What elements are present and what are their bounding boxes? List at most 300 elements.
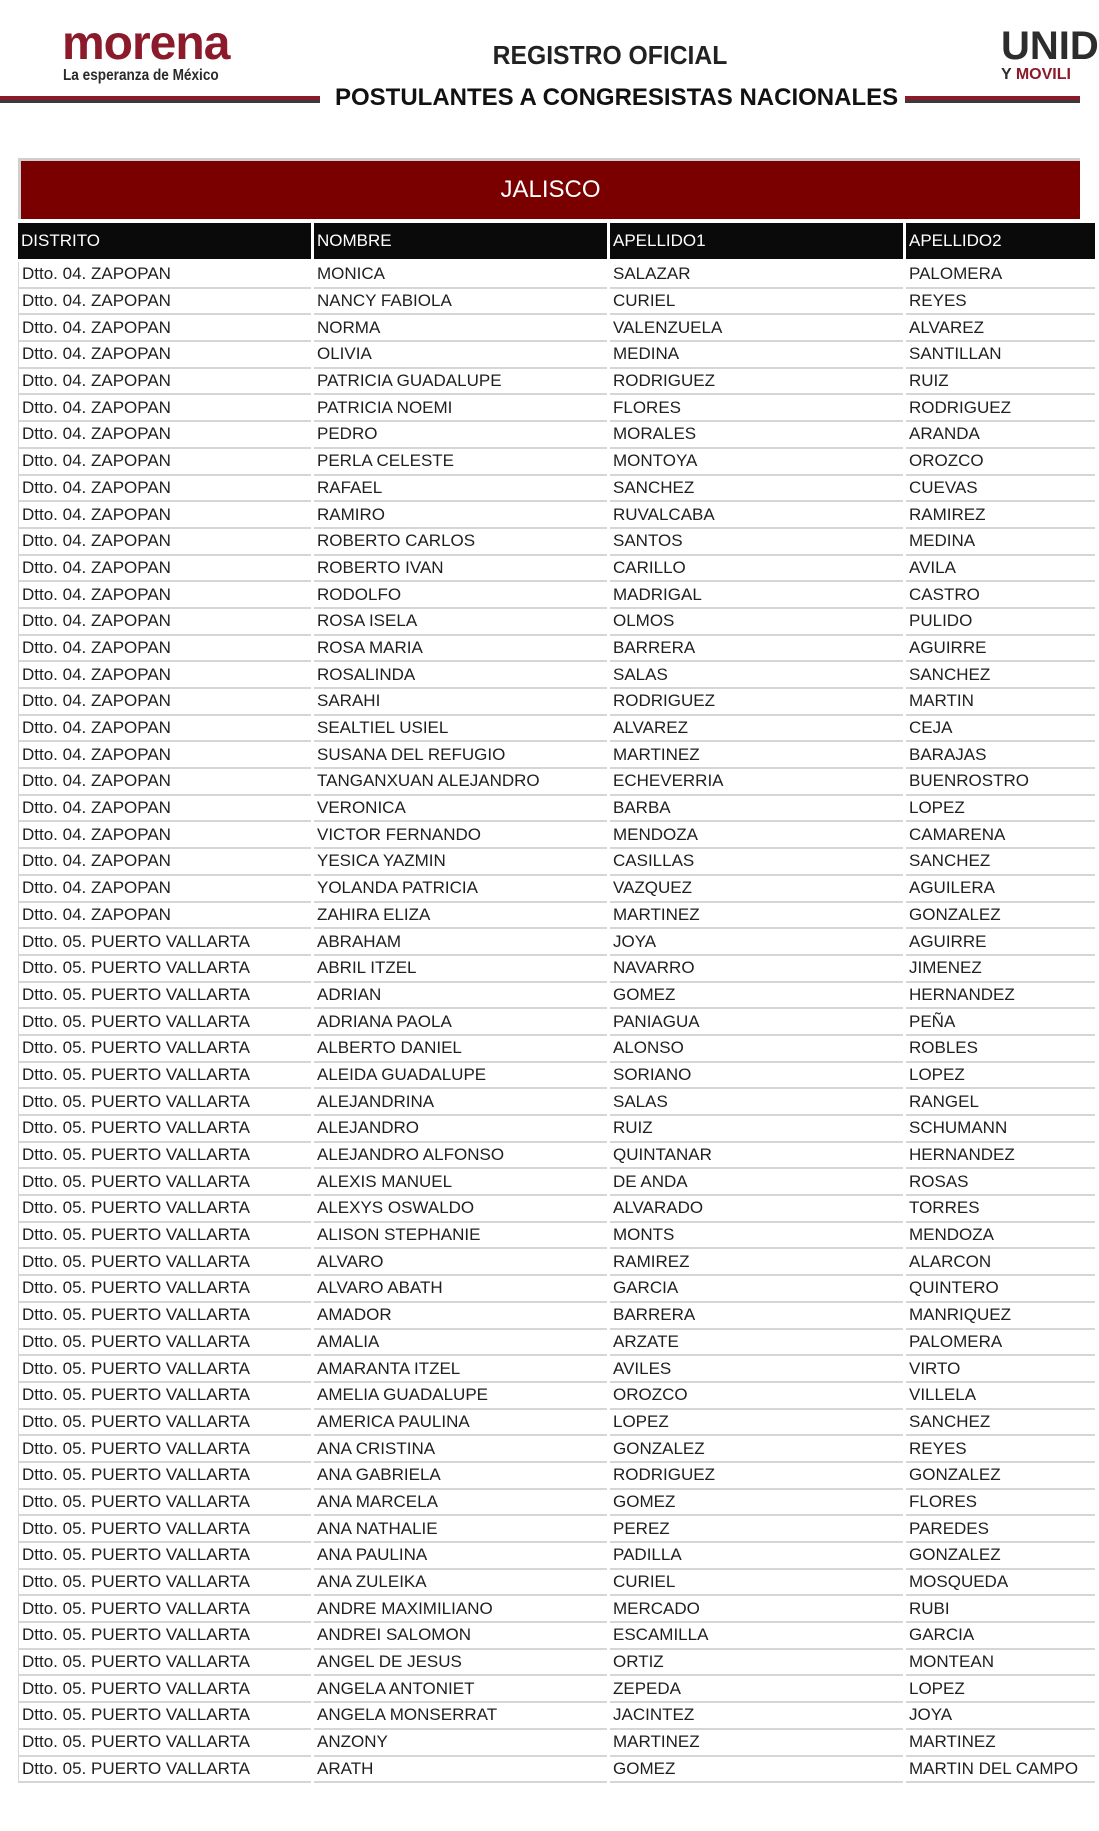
apellido1-cell: ECHEVERRIA (610, 769, 903, 796)
table-row (18, 1730, 1095, 1757)
table-row (18, 769, 1095, 796)
distrito-cell: Dtto. 05. PUERTO VALLARTA (18, 1356, 311, 1383)
nombre-cell: ALEJANDRINA (314, 1089, 607, 1116)
nombre-cell: ABRIL ITZEL (314, 956, 607, 983)
apellido2-cell: QUINTERO (906, 1276, 1095, 1303)
apellido1-cell: OLMOS (610, 609, 903, 636)
apellido1-cell: MENDOZA (610, 822, 903, 849)
apellido2-cell: ROBLES (906, 1036, 1095, 1063)
distrito-cell: Dtto. 04. ZAPOPAN (18, 689, 311, 716)
apellido1-cell: RODRIGUEZ (610, 369, 903, 396)
apellido1-cell: MARTINEZ (610, 1730, 903, 1757)
state-banner: JALISCO (18, 158, 1080, 219)
apellido2-cell: GONZALEZ (906, 1463, 1095, 1490)
brand-right-line2 (1001, 66, 1080, 84)
nombre-cell: YESICA YAZMIN (314, 849, 607, 876)
nombre-cell: ALEIDA GUADALUPE (314, 1063, 607, 1090)
distrito-cell: Dtto. 05. PUERTO VALLARTA (18, 1490, 311, 1517)
distrito-cell: Dtto. 05. PUERTO VALLARTA (18, 1303, 311, 1330)
table-row (18, 929, 1095, 956)
table-row (18, 1063, 1095, 1090)
apellido2-cell: REYES (906, 289, 1095, 316)
table-row (18, 1436, 1095, 1463)
apellido1-cell: ALVARADO (610, 1196, 903, 1223)
apellido1-cell: QUINTANAR (610, 1143, 903, 1170)
table-row (18, 1703, 1095, 1730)
apellido2-cell: LOPEZ (906, 796, 1095, 823)
apellido2-cell: RUIZ (906, 369, 1095, 396)
brand-right-movili: MOVILI (1015, 66, 1071, 83)
document-subtitle: POSTULANTES A CONGRESISTAS NACIONALES (335, 84, 899, 111)
distrito-cell: Dtto. 05. PUERTO VALLARTA (18, 1650, 311, 1677)
apellido1-cell: MEDINA (610, 342, 903, 369)
distrito-cell: Dtto. 04. ZAPOPAN (18, 796, 311, 823)
distrito-cell: Dtto. 05. PUERTO VALLARTA (18, 1169, 311, 1196)
distrito-cell: Dtto. 05. PUERTO VALLARTA (18, 1623, 311, 1650)
distrito-cell: Dtto. 05. PUERTO VALLARTA (18, 1730, 311, 1757)
apellido2-cell: PAREDES (906, 1516, 1095, 1543)
table-row (18, 609, 1095, 636)
nombre-cell: ZAHIRA ELIZA (314, 903, 607, 930)
apellido1-cell: CURIEL (610, 289, 903, 316)
table-row (18, 1596, 1095, 1623)
nombre-cell: AMALIA (314, 1330, 607, 1357)
apellido1-cell: PADILLA (610, 1543, 903, 1570)
table-row (18, 1036, 1095, 1063)
apellido1-cell: VALENZUELA (610, 315, 903, 342)
nombre-cell: AMELIA GUADALUPE (314, 1383, 607, 1410)
table-row (18, 796, 1095, 823)
distrito-cell: Dtto. 04. ZAPOPAN (18, 369, 311, 396)
apellido2-cell: RUBI (906, 1596, 1095, 1623)
apellido2-cell: HERNANDEZ (906, 1143, 1095, 1170)
apellido1-cell: RUIZ (610, 1116, 903, 1143)
apellido2-cell: SANCHEZ (906, 849, 1095, 876)
table-row (18, 262, 1095, 289)
distrito-cell: Dtto. 04. ZAPOPAN (18, 876, 311, 903)
distrito-cell: Dtto. 04. ZAPOPAN (18, 636, 311, 663)
nombre-cell: ALEJANDRO (314, 1116, 607, 1143)
apellido1-cell: MORALES (610, 422, 903, 449)
nombre-cell: SEALTIEL USIEL (314, 716, 607, 743)
distrito-cell: Dtto. 04. ZAPOPAN (18, 502, 311, 529)
nombre-cell: ALEXYS OSWALDO (314, 1196, 607, 1223)
column-header-nombre: NOMBRE (314, 223, 607, 262)
table-row (18, 1383, 1095, 1410)
apellido2-cell: BUENROSTRO (906, 769, 1095, 796)
brand-right-line1: UNID (1001, 24, 1099, 68)
nombre-cell: AMERICA PAULINA (314, 1410, 607, 1437)
apellido2-cell: VIRTO (906, 1356, 1095, 1383)
table-row (18, 822, 1095, 849)
nombre-cell: ADRIANA PAOLA (314, 1009, 607, 1036)
apellido2-cell: AGUIRRE (906, 636, 1095, 663)
distrito-cell: Dtto. 05. PUERTO VALLARTA (18, 1009, 311, 1036)
table-row (18, 876, 1095, 903)
nombre-cell: RAMIRO (314, 502, 607, 529)
nombre-cell: NORMA (314, 315, 607, 342)
nombre-cell: ROBERTO IVAN (314, 556, 607, 583)
distrito-cell: Dtto. 04. ZAPOPAN (18, 476, 311, 503)
apellido1-cell: PEREZ (610, 1516, 903, 1543)
apellido1-cell: CURIEL (610, 1570, 903, 1597)
distrito-cell: Dtto. 04. ZAPOPAN (18, 289, 311, 316)
nombre-cell: ALEJANDRO ALFONSO (314, 1143, 607, 1170)
distrito-cell: Dtto. 05. PUERTO VALLARTA (18, 1116, 311, 1143)
table-row (18, 422, 1095, 449)
apellido2-cell: PALOMERA (906, 1330, 1095, 1357)
apellido1-cell: RUVALCABA (610, 502, 903, 529)
apellido2-cell: MEDINA (906, 529, 1095, 556)
apellido2-cell: LOPEZ (906, 1676, 1095, 1703)
apellido2-cell: VILLELA (906, 1383, 1095, 1410)
nombre-cell: ANDRE MAXIMILIANO (314, 1596, 607, 1623)
apellido2-cell: RAMIREZ (906, 502, 1095, 529)
table-row (18, 1169, 1095, 1196)
apellido1-cell: GOMEZ (610, 983, 903, 1010)
table-row (18, 742, 1095, 769)
distrito-cell: Dtto. 04. ZAPOPAN (18, 822, 311, 849)
distrito-cell: Dtto. 04. ZAPOPAN (18, 529, 311, 556)
apellido2-cell: BARAJAS (906, 742, 1095, 769)
apellido2-cell: PULIDO (906, 609, 1095, 636)
distrito-cell: Dtto. 05. PUERTO VALLARTA (18, 1676, 311, 1703)
distrito-cell: Dtto. 04. ZAPOPAN (18, 395, 311, 422)
nombre-cell: OLIVIA (314, 342, 607, 369)
apellido2-cell: AGUILERA (906, 876, 1095, 903)
nombre-cell: ROBERTO CARLOS (314, 529, 607, 556)
table-row (18, 689, 1095, 716)
apellido2-cell: SCHUMANN (906, 1116, 1095, 1143)
table-row (18, 369, 1095, 396)
apellido2-cell: ARANDA (906, 422, 1095, 449)
nombre-cell: VERONICA (314, 796, 607, 823)
distrito-cell: Dtto. 05. PUERTO VALLARTA (18, 1196, 311, 1223)
apellido1-cell: SORIANO (610, 1063, 903, 1090)
apellido1-cell: GOMEZ (610, 1757, 903, 1784)
table-row (18, 395, 1095, 422)
apellido1-cell: SANTOS (610, 529, 903, 556)
apellido1-cell: JOYA (610, 929, 903, 956)
distrito-cell: Dtto. 05. PUERTO VALLARTA (18, 1036, 311, 1063)
distrito-cell: Dtto. 05. PUERTO VALLARTA (18, 1383, 311, 1410)
table-row (18, 636, 1095, 663)
nombre-cell: RAFAEL (314, 476, 607, 503)
distrito-cell: Dtto. 05. PUERTO VALLARTA (18, 1757, 311, 1784)
table-row (18, 1249, 1095, 1276)
apellido2-cell: PALOMERA (906, 262, 1095, 289)
distrito-cell: Dtto. 04. ZAPOPAN (18, 422, 311, 449)
apellido2-cell: PEÑA (906, 1009, 1095, 1036)
apellido1-cell: ZEPEDA (610, 1676, 903, 1703)
table-row (18, 1463, 1095, 1490)
nombre-cell: ANA GABRIELA (314, 1463, 607, 1490)
header-rule-right-shadow (905, 100, 1080, 103)
apellido2-cell: JOYA (906, 1703, 1095, 1730)
apellido2-cell: ALVAREZ (906, 315, 1095, 342)
brand-right-y: Y (1001, 66, 1016, 83)
nombre-cell: ALISON STEPHANIE (314, 1223, 607, 1250)
table-row (18, 849, 1095, 876)
apellido2-cell: FLORES (906, 1490, 1095, 1517)
distrito-cell: Dtto. 05. PUERTO VALLARTA (18, 1463, 311, 1490)
apellido1-cell: RODRIGUEZ (610, 1463, 903, 1490)
apellido2-cell: MENDOZA (906, 1223, 1095, 1250)
nombre-cell: ANA PAULINA (314, 1543, 607, 1570)
apellido2-cell: SANCHEZ (906, 1410, 1095, 1437)
apellido1-cell: MARTINEZ (610, 903, 903, 930)
table-row (18, 1543, 1095, 1570)
nombre-cell: ANGELA MONSERRAT (314, 1703, 607, 1730)
nombre-cell: ANZONY (314, 1730, 607, 1757)
apellido2-cell: GONZALEZ (906, 903, 1095, 930)
distrito-cell: Dtto. 05. PUERTO VALLARTA (18, 1223, 311, 1250)
apellido1-cell: RODRIGUEZ (610, 689, 903, 716)
nombre-cell: ALEXIS MANUEL (314, 1169, 607, 1196)
apellido1-cell: SANCHEZ (610, 476, 903, 503)
nombre-cell: PERLA CELESTE (314, 449, 607, 476)
distrito-cell: Dtto. 05. PUERTO VALLARTA (18, 1570, 311, 1597)
table-row (18, 1410, 1095, 1437)
distrito-cell: Dtto. 05. PUERTO VALLARTA (18, 956, 311, 983)
distrito-cell: Dtto. 05. PUERTO VALLARTA (18, 1596, 311, 1623)
distrito-cell: Dtto. 04. ZAPOPAN (18, 342, 311, 369)
unidad-movilizacion-logo (1001, 24, 1099, 84)
apellido1-cell: MARTINEZ (610, 742, 903, 769)
apellido2-cell: AGUIRRE (906, 929, 1095, 956)
apellido1-cell: BARRERA (610, 1303, 903, 1330)
nombre-cell: ANA ZULEIKA (314, 1570, 607, 1597)
apellido2-cell: CEJA (906, 716, 1095, 743)
table-row (18, 1303, 1095, 1330)
table-body (18, 262, 1095, 1783)
nombre-cell: SUSANA DEL REFUGIO (314, 742, 607, 769)
apellido2-cell: CASTRO (906, 582, 1095, 609)
nombre-cell: AMADOR (314, 1303, 607, 1330)
table-row (18, 289, 1095, 316)
table-header-row (18, 223, 1095, 262)
distrito-cell: Dtto. 05. PUERTO VALLARTA (18, 929, 311, 956)
distrito-cell: Dtto. 05. PUERTO VALLARTA (18, 1330, 311, 1357)
apellido2-cell: GONZALEZ (906, 1543, 1095, 1570)
nombre-cell: ABRAHAM (314, 929, 607, 956)
table-row (18, 342, 1095, 369)
nombre-cell: ALBERTO DANIEL (314, 1036, 607, 1063)
distrito-cell: Dtto. 04. ZAPOPAN (18, 262, 311, 289)
table-row (18, 1570, 1095, 1597)
apellido1-cell: LOPEZ (610, 1410, 903, 1437)
apellido2-cell: REYES (906, 1436, 1095, 1463)
nombre-cell: ALVARO ABATH (314, 1276, 607, 1303)
nombre-cell: PATRICIA NOEMI (314, 395, 607, 422)
column-header-distrito: DISTRITO (18, 223, 311, 262)
nombre-cell: ADRIAN (314, 983, 607, 1010)
candidates-table (15, 223, 1098, 1783)
nombre-cell: ROSA ISELA (314, 609, 607, 636)
nombre-cell: AMARANTA ITZEL (314, 1356, 607, 1383)
header-rule-left-shadow (0, 100, 320, 103)
apellido2-cell: SANCHEZ (906, 662, 1095, 689)
table-row (18, 1143, 1095, 1170)
table-row (18, 315, 1095, 342)
table-row (18, 983, 1095, 1010)
table-row (18, 1356, 1095, 1383)
nombre-cell: YOLANDA PATRICIA (314, 876, 607, 903)
distrito-cell: Dtto. 04. ZAPOPAN (18, 903, 311, 930)
apellido2-cell: MARTINEZ (906, 1730, 1095, 1757)
apellido2-cell: RANGEL (906, 1089, 1095, 1116)
apellido1-cell: MADRIGAL (610, 582, 903, 609)
distrito-cell: Dtto. 04. ZAPOPAN (18, 742, 311, 769)
nombre-cell: MONICA (314, 262, 607, 289)
table-row (18, 1623, 1095, 1650)
apellido2-cell: TORRES (906, 1196, 1095, 1223)
table-row (18, 502, 1095, 529)
nombre-cell: ANGEL DE JESUS (314, 1650, 607, 1677)
apellido2-cell: MARTIN (906, 689, 1095, 716)
apellido1-cell: OROZCO (610, 1383, 903, 1410)
apellido2-cell: JIMENEZ (906, 956, 1095, 983)
distrito-cell: Dtto. 04. ZAPOPAN (18, 582, 311, 609)
nombre-cell: NANCY FABIOLA (314, 289, 607, 316)
nombre-cell: ANDREI SALOMON (314, 1623, 607, 1650)
table-row (18, 716, 1095, 743)
registry-sheet (18, 158, 1080, 1783)
distrito-cell: Dtto. 05. PUERTO VALLARTA (18, 1703, 311, 1730)
table-row (18, 1223, 1095, 1250)
distrito-cell: Dtto. 04. ZAPOPAN (18, 769, 311, 796)
table-row (18, 1516, 1095, 1543)
apellido1-cell: PANIAGUA (610, 1009, 903, 1036)
table-row (18, 449, 1095, 476)
document-header (0, 0, 1099, 130)
distrito-cell: Dtto. 05. PUERTO VALLARTA (18, 1276, 311, 1303)
distrito-cell: Dtto. 05. PUERTO VALLARTA (18, 1063, 311, 1090)
distrito-cell: Dtto. 04. ZAPOPAN (18, 662, 311, 689)
distrito-cell: Dtto. 05. PUERTO VALLARTA (18, 1143, 311, 1170)
apellido1-cell: CARILLO (610, 556, 903, 583)
apellido1-cell: SALAS (610, 662, 903, 689)
apellido2-cell: MONTEAN (906, 1650, 1095, 1677)
table-row (18, 582, 1095, 609)
distrito-cell: Dtto. 05. PUERTO VALLARTA (18, 983, 311, 1010)
table-row (18, 1650, 1095, 1677)
nombre-cell: ANA MARCELA (314, 1490, 607, 1517)
table-row (18, 1757, 1095, 1784)
distrito-cell: Dtto. 04. ZAPOPAN (18, 556, 311, 583)
nombre-cell: PATRICIA GUADALUPE (314, 369, 607, 396)
apellido2-cell: MARTIN DEL CAMPO (906, 1757, 1095, 1784)
apellido1-cell: GOMEZ (610, 1490, 903, 1517)
table-row (18, 476, 1095, 503)
apellido1-cell: GONZALEZ (610, 1436, 903, 1463)
apellido1-cell: MERCADO (610, 1596, 903, 1623)
column-header-apellido1: APELLIDO1 (610, 223, 903, 262)
nombre-cell: ARATH (314, 1757, 607, 1784)
distrito-cell: Dtto. 04. ZAPOPAN (18, 849, 311, 876)
column-header-apellido2: APELLIDO2 (906, 223, 1095, 262)
apellido1-cell: SALAZAR (610, 262, 903, 289)
logo-tagline: La esperanza de México (63, 67, 219, 84)
distrito-cell: Dtto. 05. PUERTO VALLARTA (18, 1410, 311, 1437)
table-row (18, 556, 1095, 583)
apellido2-cell: AVILA (906, 556, 1095, 583)
distrito-cell: Dtto. 05. PUERTO VALLARTA (18, 1543, 311, 1570)
apellido2-cell: LOPEZ (906, 1063, 1095, 1090)
apellido1-cell: ARZATE (610, 1330, 903, 1357)
apellido2-cell: ROSAS (906, 1169, 1095, 1196)
apellido1-cell: MONTOYA (610, 449, 903, 476)
apellido2-cell: ALARCON (906, 1249, 1095, 1276)
apellido1-cell: ALONSO (610, 1036, 903, 1063)
apellido2-cell: SANTILLAN (906, 342, 1095, 369)
distrito-cell: Dtto. 05. PUERTO VALLARTA (18, 1089, 311, 1116)
nombre-cell: RODOLFO (314, 582, 607, 609)
apellido2-cell: MOSQUEDA (906, 1570, 1095, 1597)
nombre-cell: ANA NATHALIE (314, 1516, 607, 1543)
apellido1-cell: FLORES (610, 395, 903, 422)
nombre-cell: ANGELA ANTONIET (314, 1676, 607, 1703)
table-row (18, 903, 1095, 930)
table-row (18, 1089, 1095, 1116)
apellido1-cell: ALVAREZ (610, 716, 903, 743)
apellido1-cell: JACINTEZ (610, 1703, 903, 1730)
distrito-cell: Dtto. 04. ZAPOPAN (18, 716, 311, 743)
distrito-cell: Dtto. 05. PUERTO VALLARTA (18, 1249, 311, 1276)
apellido1-cell: GARCIA (610, 1276, 903, 1303)
table-row (18, 1116, 1095, 1143)
distrito-cell: Dtto. 04. ZAPOPAN (18, 315, 311, 342)
apellido1-cell: BARBA (610, 796, 903, 823)
apellido2-cell: CUEVAS (906, 476, 1095, 503)
distrito-cell: Dtto. 04. ZAPOPAN (18, 609, 311, 636)
apellido1-cell: RAMIREZ (610, 1249, 903, 1276)
apellido1-cell: NAVARRO (610, 956, 903, 983)
table-row (18, 956, 1095, 983)
apellido2-cell: MANRIQUEZ (906, 1303, 1095, 1330)
nombre-cell: SARAHI (314, 689, 607, 716)
table-row (18, 1676, 1095, 1703)
table-row (18, 1196, 1095, 1223)
document-title: REGISTRO OFICIAL (492, 40, 728, 70)
distrito-cell: Dtto. 05. PUERTO VALLARTA (18, 1436, 311, 1463)
apellido1-cell: ESCAMILLA (610, 1623, 903, 1650)
table-row (18, 1490, 1095, 1517)
nombre-cell: PEDRO (314, 422, 607, 449)
apellido1-cell: AVILES (610, 1356, 903, 1383)
apellido1-cell: ORTIZ (610, 1650, 903, 1677)
nombre-cell: VICTOR FERNANDO (314, 822, 607, 849)
distrito-cell: Dtto. 05. PUERTO VALLARTA (18, 1516, 311, 1543)
nombre-cell: ALVARO (314, 1249, 607, 1276)
apellido2-cell: OROZCO (906, 449, 1095, 476)
table-row (18, 1330, 1095, 1357)
apellido2-cell: CAMARENA (906, 822, 1095, 849)
nombre-cell: ROSA MARIA (314, 636, 607, 663)
nombre-cell: TANGANXUAN ALEJANDRO (314, 769, 607, 796)
table-row (18, 1009, 1095, 1036)
apellido1-cell: BARRERA (610, 636, 903, 663)
apellido2-cell: RODRIGUEZ (906, 395, 1095, 422)
apellido2-cell: GARCIA (906, 1623, 1095, 1650)
nombre-cell: ANA CRISTINA (314, 1436, 607, 1463)
apellido1-cell: SALAS (610, 1089, 903, 1116)
apellido1-cell: VAZQUEZ (610, 876, 903, 903)
table-row (18, 529, 1095, 556)
apellido1-cell: CASILLAS (610, 849, 903, 876)
apellido2-cell: HERNANDEZ (906, 983, 1095, 1010)
table-row (18, 1276, 1095, 1303)
